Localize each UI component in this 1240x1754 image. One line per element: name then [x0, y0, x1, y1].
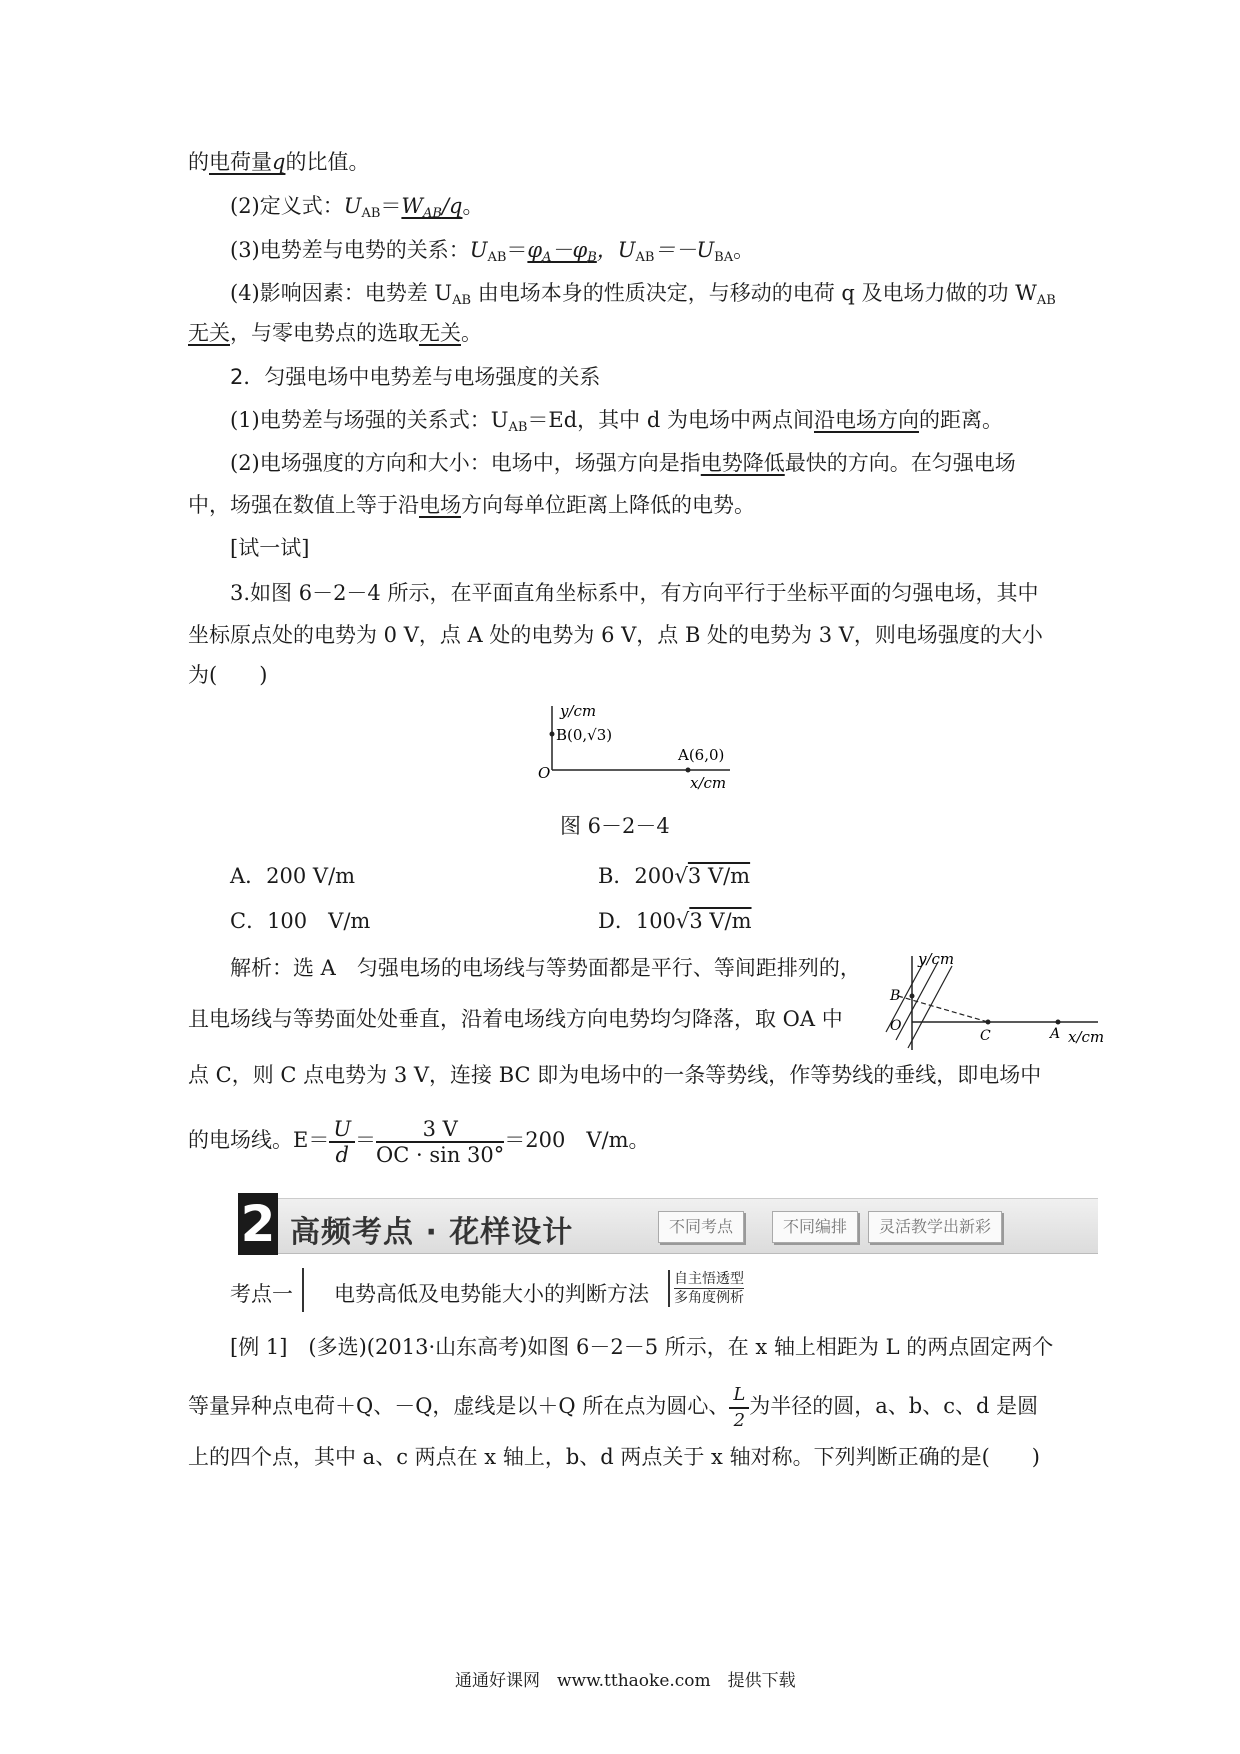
point-b-label: B — [890, 988, 901, 1004]
factors-line-2: 无关，与零电势点的选取无关。 — [188, 321, 482, 345]
definition-line: (2)定义式：$U_{AB}=W_{AB}/q$。 — [230, 194, 484, 221]
question-line-3: 为( ) — [188, 663, 268, 687]
option-d: D．100√3 V/m — [598, 909, 752, 933]
point-b-label: B(0,√3) — [556, 726, 613, 744]
origin-label: O — [890, 1018, 902, 1034]
point-a-label: A(6,0) — [678, 746, 725, 764]
banner-tag: 灵活教学出新彩 — [868, 1211, 1002, 1243]
kaodian-tag: 自主悟透型 多角度例析 — [668, 1270, 744, 1307]
x-axis-label: x/cm — [1068, 1028, 1105, 1046]
kaodian-title: 电势高低及电势能大小的判断方法 — [334, 1282, 649, 1306]
y-axis-label: y/cm — [918, 950, 955, 968]
section-number: 2 — [238, 1193, 278, 1255]
field-direction-line: (2)电场强度的方向和大小：电场中，场强方向是指电势降低最快的方向。在匀强电场 — [230, 451, 1016, 475]
relation-formula-line: (1)电势差与场强的关系式：$U_{AB}=Ed$，其中 d 为电场中两点间沿电场方向的距离。 — [230, 408, 1003, 435]
divider — [302, 1268, 304, 1312]
section-title: 高频考点 · 花样设计 — [290, 1215, 574, 1250]
option-c: C．100 V/m — [230, 909, 371, 933]
example-line-2: 等量异种点电荷＋Q、－Q，虚线是以＋Q 所在点为圆心、 $\frac{L}{2}$ 为半径的圆，a、b、c、d 是圆 — [188, 1383, 1039, 1431]
try-heading: [试一试] — [230, 536, 310, 560]
solution-line-2: 且电场线与等势面处处垂直，沿着电场线方向电势均匀降落，取 OA 中 — [188, 1007, 843, 1031]
y-axis-label: y/cm — [560, 702, 597, 720]
option-b: B．200√3 V/m — [598, 864, 751, 888]
text-line: 的电荷量q的比值。 — [188, 150, 370, 174]
figure-caption: 图 6－2－4 — [560, 814, 670, 838]
point-c-label: C — [980, 1028, 991, 1044]
option-a: A．200 V/m — [230, 864, 356, 888]
example-line-3: 上的四个点，其中 a、c 两点在 x 轴上，b、d 两点关于 x 轴对称。下列判断正确的是( ) — [188, 1445, 1040, 1469]
field-direction-line-2: 中，场强在数值上等于沿电场方向每单位距离上降低的电势。 — [188, 493, 755, 517]
factors-line: (4)影响因素：电势差 $U_{AB}$ 由电场本身的性质决定，与移动的电荷 q 及电场力做的功 $W_{AB}$ — [230, 281, 1056, 308]
kaodian-label: 考点一 — [230, 1282, 293, 1306]
banner-tag: 不同编排 — [772, 1211, 858, 1243]
figure-6-2-4 — [530, 700, 750, 790]
footer-source: 通通好课网 www.tthaoke.com 提供下载 — [455, 1671, 796, 1691]
banner-tag: 不同考点 — [658, 1211, 744, 1243]
origin-label: O — [538, 764, 551, 782]
section-banner — [238, 1195, 1098, 1254]
question-line-2: 坐标原点处的电势为 0 V，点 A 处的电势为 6 V，点 B 处的电势为 3 V，则电场强度的大小 — [188, 623, 1043, 647]
example-line-1: [例 1] (多选)(2013·山东高考)如图 6－2－5 所示，在 x 轴上相距为 L 的两点固定两个 — [230, 1335, 1054, 1359]
relation-line: (3)电势差与电势的关系：$U_{AB}=\varphi_A-\varphi_B$，$U_{AB}=-U_{BA}$。 — [230, 238, 755, 265]
point-a-label: A — [1050, 1026, 1061, 1042]
solution-figure — [876, 950, 1116, 1060]
question-line-1: 3.如图 6－2－4 所示，在平面直角坐标系中，有方向平行于坐标平面的匀强电场，其中 — [230, 581, 1039, 605]
x-axis-label: x/cm — [690, 774, 727, 790]
solution-formula: 的电场线。E＝ $\frac{U}{d}$ ＝ $\frac{3 V}{OC \cdot \sin 30^\circ}$ ＝200 V/m。 — [188, 1116, 650, 1167]
section-heading: 2．匀强电场中电势差与电场强度的关系 — [230, 365, 601, 389]
solution-line-1: 解析：选 A 匀强电场的电场线与等势面都是平行、等间距排列的， — [230, 956, 861, 980]
solution-line-3: 点 C，则 C 点电势为 3 V，连接 BC 即为电场中的一条等势线，作等势线的垂线，即电场中 — [188, 1063, 1042, 1087]
